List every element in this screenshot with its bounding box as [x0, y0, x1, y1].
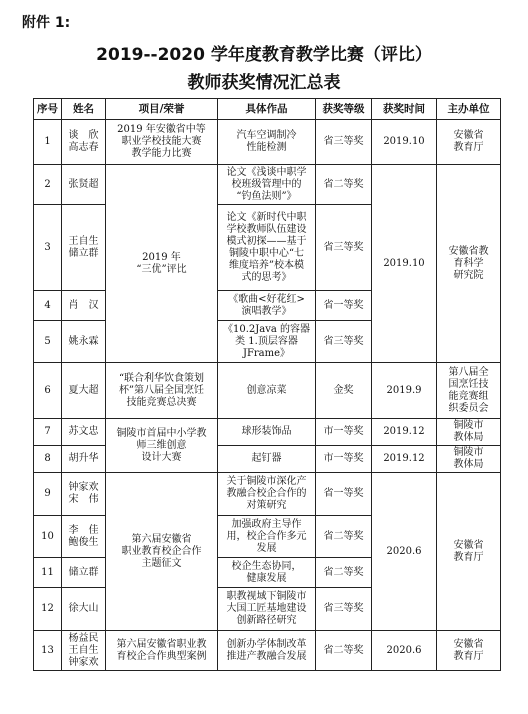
cell-level: 金奖 [316, 363, 372, 419]
cell-name: 储立群 [62, 558, 106, 588]
table-row [34, 473, 501, 516]
cell-level: 市一等奖 [316, 419, 372, 446]
cell-org: 安徽省 教育厅 [437, 120, 501, 165]
cell-work: 汽车空调制冷 性能检测 [218, 120, 316, 165]
cell-work: 起钉器 [218, 446, 316, 473]
cell-org: 安徽省教 育科学 研究院 [437, 165, 501, 363]
cell-name: 姚永霖 [62, 321, 106, 363]
cell-no: 3 [34, 205, 62, 291]
cell-name: 肖 汉 [62, 291, 106, 321]
header-work: 具体作品 [218, 99, 316, 120]
header-level: 获奖等级 [316, 99, 372, 120]
cell-no: 1 [34, 120, 62, 165]
cell-name: 徐大山 [62, 588, 106, 631]
cell-work: 校企生态协同， 健康发展 [218, 558, 316, 588]
cell-work: 创新办学体制改革 推进产教融合发展 [218, 631, 316, 671]
cell-project: 2019 年安徽省中等 职业学校技能大赛 教学能力比赛 [106, 120, 218, 165]
cell-work: 《10.2Java 的容器 类 1.顶层容器 JFrame》 [218, 321, 316, 363]
cell-name: 夏大超 [62, 363, 106, 419]
cell-work: 关于铜陵市深化产 教融合校企合作的 对策研究 [218, 473, 316, 516]
cell-time: 2019.12 [372, 419, 437, 446]
cell-level: 市一等奖 [316, 446, 372, 473]
cell-name: 李 佳 鲍俊生 [62, 516, 106, 558]
cell-level: 省三等奖 [316, 120, 372, 165]
table-header-row [34, 99, 501, 120]
header-org: 主办单位 [437, 99, 501, 120]
cell-work: 论文《新时代中职 学校教师队伍建设 模式初探——基于 铜陵中职中心“七 维度培养”校本模 式的思考》 [218, 205, 316, 291]
cell-org: 安徽省 教育厅 [437, 473, 501, 631]
cell-level: 省二等奖 [316, 516, 372, 558]
cell-no: 6 [34, 363, 62, 419]
cell-level: 省三等奖 [316, 321, 372, 363]
cell-org: 第八届全 国烹饪技 能竞赛组 织委员会 [437, 363, 501, 419]
cell-no: 8 [34, 446, 62, 473]
cell-level: 省二等奖 [316, 165, 372, 205]
cell-no: 10 [34, 516, 62, 558]
cell-name: 王自生 储立群 [62, 205, 106, 291]
cell-no: 4 [34, 291, 62, 321]
cell-name: 胡升华 [62, 446, 106, 473]
cell-level: 省三等奖 [316, 205, 372, 291]
cell-name: 苏文忠 [62, 419, 106, 446]
cell-name: 杨益民 王自生 钟家欢 [62, 631, 106, 671]
cell-no: 12 [34, 588, 62, 631]
cell-project: 第六届安徽省职业教 育校企合作典型案例 [106, 631, 218, 671]
cell-work: 论文《浅谈中职学 校班级管理中的 “钓鱼法则”》 [218, 165, 316, 205]
header-name: 姓名 [62, 99, 106, 120]
cell-time: 2019.10 [372, 165, 437, 363]
header-project: 项目/荣誉 [106, 99, 218, 120]
cell-name: 谈 欣 高志春 [62, 120, 106, 165]
cell-org: 铜陵市 教体局 [437, 419, 501, 446]
table-row [34, 120, 501, 165]
table-row [34, 419, 501, 446]
cell-work: 球形装饰品 [218, 419, 316, 446]
cell-no: 13 [34, 631, 62, 671]
cell-no: 7 [34, 419, 62, 446]
cell-work: 加强政府主导作 用，校企合作多元 发展 [218, 516, 316, 558]
table-row [34, 631, 501, 671]
cell-no: 11 [34, 558, 62, 588]
cell-level: 省二等奖 [316, 558, 372, 588]
cell-name: 钟家欢 宋 伟 [62, 473, 106, 516]
table-row [34, 165, 501, 205]
cell-work: 职教视域下铜陵市 大国工匠基地建设 创新路径研究 [218, 588, 316, 631]
awards-table [33, 98, 501, 671]
table-row [34, 446, 501, 473]
cell-org: 铜陵市 教体局 [437, 446, 501, 473]
table-row [34, 363, 501, 419]
cell-name: 张贤超 [62, 165, 106, 205]
cell-time: 2020.6 [372, 473, 437, 631]
cell-time: 2019.12 [372, 446, 437, 473]
cell-time: 2020.6 [372, 631, 437, 671]
cell-level: 省一等奖 [316, 473, 372, 516]
cell-no: 2 [34, 165, 62, 205]
cell-project: 铜陵市首届中小学教 师三维创意 设计大赛 [106, 419, 218, 473]
page-subtitle: 教师获奖情况汇总表 [187, 73, 341, 93]
cell-level: 省一等奖 [316, 291, 372, 321]
cell-project: “联合利华饮食策划 杯”第八届全国烹饪 技能竞赛总决赛 [106, 363, 218, 419]
attachment-label: 附件 1: [22, 15, 71, 31]
cell-work: 创意凉菜 [218, 363, 316, 419]
cell-no: 5 [34, 321, 62, 363]
cell-work: 《歌曲<好花红> 演唱教学》 [218, 291, 316, 321]
cell-time: 2019.9 [372, 363, 437, 419]
cell-time: 2019.10 [372, 120, 437, 165]
header-no: 序号 [34, 99, 62, 120]
cell-project: 2019 年 “三优”评比 [106, 165, 218, 363]
page-title: 2019--2020 学年度教育教学比赛（评比） [96, 45, 432, 65]
cell-level: 省二等奖 [316, 631, 372, 671]
cell-no: 9 [34, 473, 62, 516]
cell-level: 省三等奖 [316, 588, 372, 631]
cell-org: 安徽省 教育厅 [437, 631, 501, 671]
cell-project: 第六届安徽省 职业教育校企合作 主题征文 [106, 473, 218, 631]
header-time: 获奖时间 [372, 99, 437, 120]
